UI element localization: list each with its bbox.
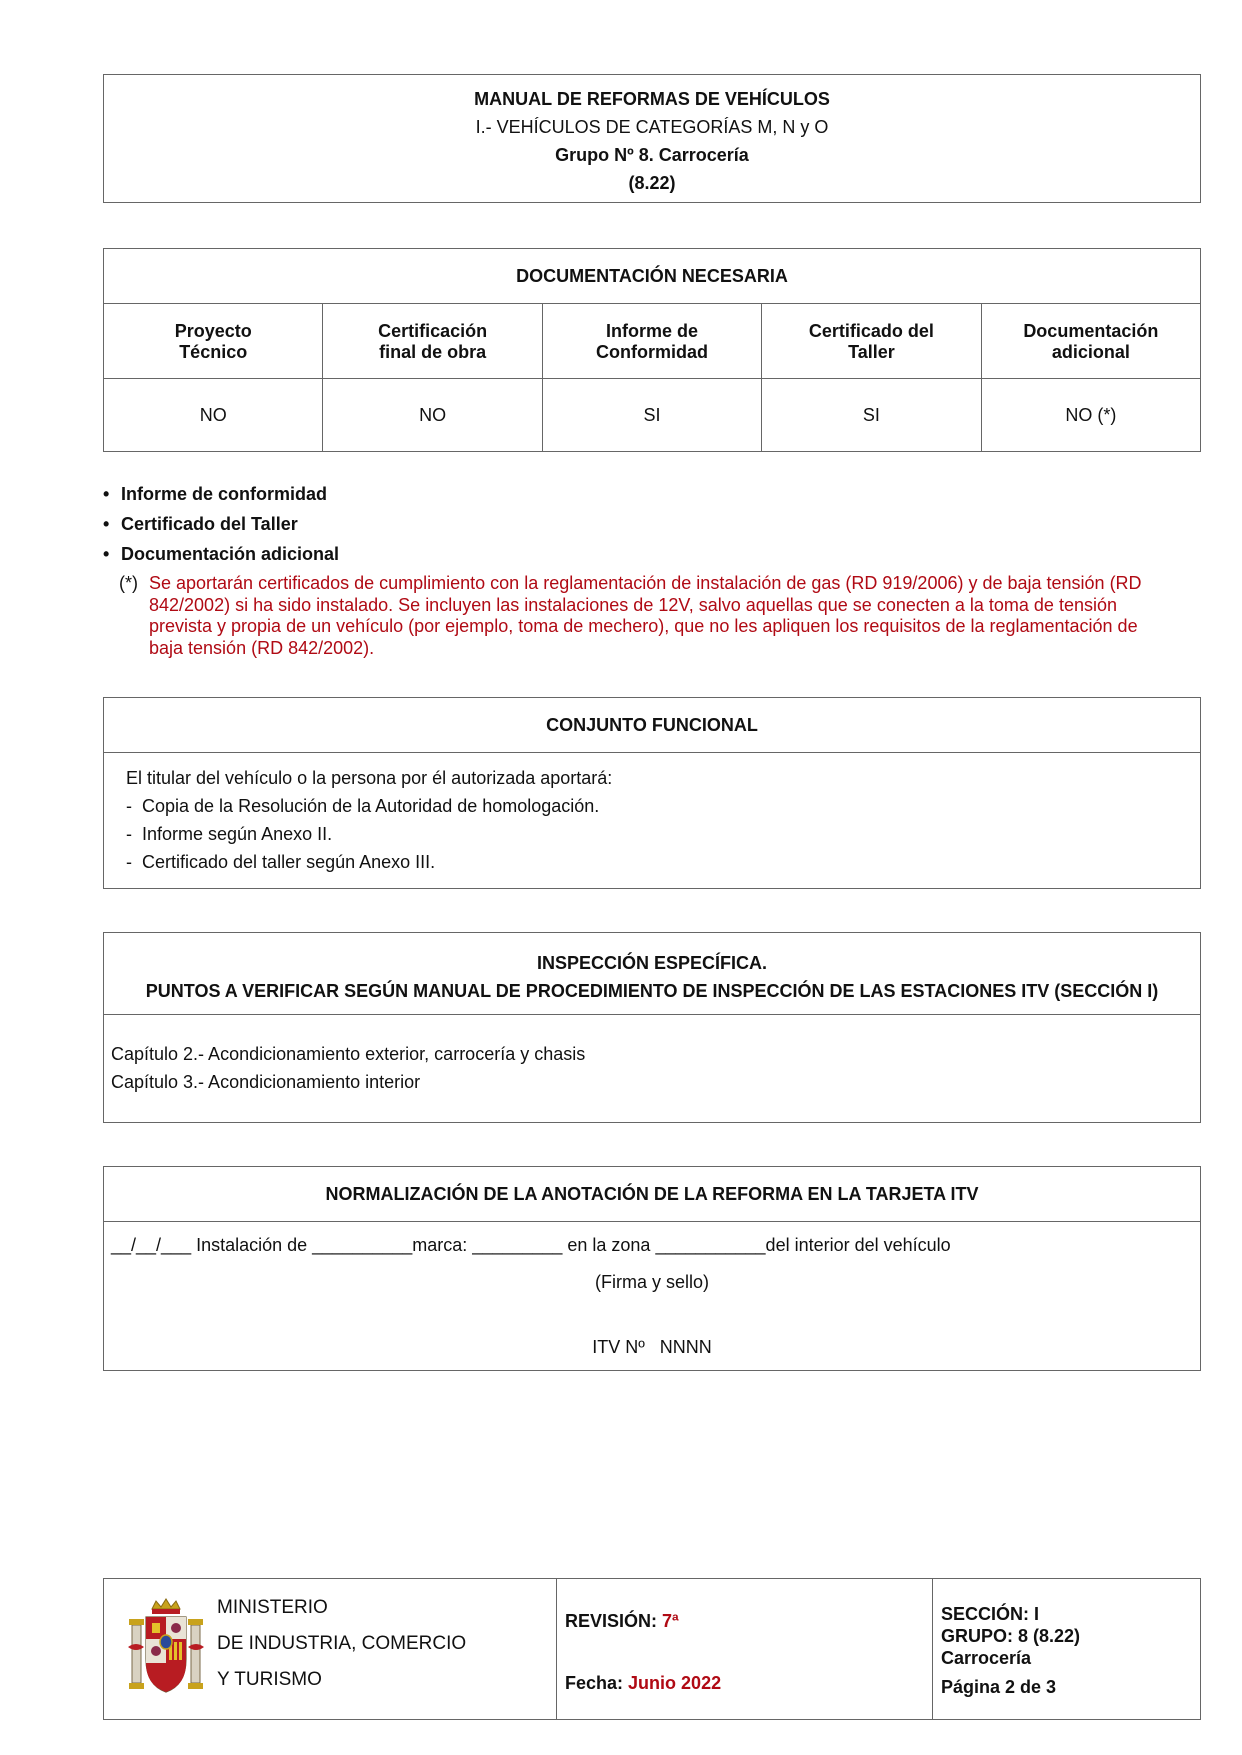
table-cell: NO (*) xyxy=(1065,405,1117,425)
column-header-line: adicional xyxy=(1051,342,1130,362)
bullet-icon: • xyxy=(103,484,110,504)
column-header xyxy=(104,304,323,378)
list-item xyxy=(103,539,1201,569)
date-label: Fecha: xyxy=(565,1673,624,1693)
signature-label: (Firma y sello) xyxy=(594,1272,709,1292)
coat-of-arms-icon xyxy=(126,1597,206,1697)
itv-number: ITV Nº NNNN xyxy=(592,1337,712,1357)
dash-icon: - xyxy=(126,796,132,816)
column-header-line: Informe de xyxy=(606,321,699,341)
documentation-header-row xyxy=(104,304,1200,379)
revision-value: 7ª xyxy=(662,1611,679,1631)
page-number: Página 2 de 3 xyxy=(941,1677,1057,1697)
section-body xyxy=(104,1015,1200,1096)
list-item-label: Copia de la Resolución de la Autoridad de homologación. xyxy=(142,796,600,816)
revision-label: REVISIÓN: xyxy=(565,1611,658,1631)
column-header xyxy=(543,304,762,378)
table-cell: NO xyxy=(323,379,542,452)
documentation-value-row xyxy=(104,379,1200,452)
date xyxy=(565,1673,721,1694)
ministry-line: Y TURISMO xyxy=(217,1669,322,1690)
dash-icon: - xyxy=(126,852,132,872)
ministry-name xyxy=(217,1590,466,1698)
document-header xyxy=(103,74,1201,203)
list-item: Capítulo 3.- Acondicionamiento interior xyxy=(111,1072,421,1092)
section-title: NORMALIZACIÓN DE LA ANOTACIÓN DE LA REFORMA EN LA TARJETA ITV xyxy=(104,1167,1200,1222)
column-header xyxy=(762,304,981,378)
bullet-icon: • xyxy=(103,514,110,534)
documentation-table xyxy=(103,248,1201,452)
manual-title: MANUAL DE REFORMAS DE VEHÍCULOS xyxy=(474,89,830,109)
table-cell: NO xyxy=(104,379,323,452)
date-value: Junio 2022 xyxy=(628,1673,722,1693)
column-header-line: Documentación xyxy=(1023,321,1159,341)
dash-icon: - xyxy=(126,824,132,844)
column-header-line: final de obra xyxy=(379,342,487,362)
footnote-mark: (*) xyxy=(119,573,138,593)
group-title: Grupo Nº 8. Carrocería xyxy=(555,145,749,165)
group-label: GRUPO: 8 (8.22) xyxy=(941,1626,1081,1646)
column-header-line: Certificado del xyxy=(808,321,934,341)
list-item xyxy=(103,479,1201,509)
section-title-line: PUNTOS A VERIFICAR SEGÚN MANUAL DE PROCEDIMIENTO DE INSPECCIÓN DE LAS ESTACIONES ITV (SECCIÓN I) xyxy=(145,981,1159,1001)
ministry-line: MINISTERIO xyxy=(217,1597,328,1618)
table-cell: SI xyxy=(762,379,981,452)
list-item-label: Informe según Anexo II. xyxy=(142,824,333,844)
category-subtitle: I.- VEHÍCULOS DE CATEGORÍAS M, N y O xyxy=(475,117,829,137)
documentation-title: DOCUMENTACIÓN NECESARIA xyxy=(104,249,1200,304)
list-item xyxy=(126,848,1200,876)
ministry-line: DE INDUSTRIA, COMERCIO xyxy=(217,1633,467,1654)
column-header-line: Conformidad xyxy=(596,342,709,362)
section-title-line: INSPECCIÓN ESPECÍFICA. xyxy=(536,953,768,973)
list-item xyxy=(126,792,1200,820)
list-item-label: Documentación adicional xyxy=(121,544,340,564)
list-item-label: Certificado del Taller xyxy=(121,514,298,534)
section-intro: El titular del vehículo o la persona por él autorizada aportará: xyxy=(126,768,613,788)
revision xyxy=(565,1611,679,1632)
list-item-label: Certificado del taller según Anexo III. xyxy=(142,852,436,872)
revision-cell xyxy=(557,1579,933,1719)
inspeccion-section xyxy=(103,932,1201,1123)
normalizacion-section xyxy=(103,1166,1201,1371)
column-header-line: Taller xyxy=(848,342,895,362)
section-title: CONJUNTO FUNCIONAL xyxy=(104,698,1200,753)
section-title xyxy=(104,933,1200,1015)
section-body xyxy=(104,753,1200,876)
group-name: Carrocería xyxy=(941,1648,1032,1668)
ministry-cell xyxy=(104,1579,557,1719)
bullet-icon: • xyxy=(103,544,110,564)
table-cell: SI xyxy=(543,379,762,452)
list-item: Capítulo 2.- Acondicionamiento exterior, carrocería y chasis xyxy=(111,1044,586,1064)
group-code: (8.22) xyxy=(628,173,676,193)
footnote xyxy=(103,573,1201,659)
column-header-line: Proyecto xyxy=(174,321,252,341)
footnote-text: Se aportarán certificados de cumplimiento con la reglamentación de instalación de gas (RD 919/2006) y de baja tensión (RD 842/2002) si ha sido instalado. Se incluyen las instalaciones de 12V, salvo aquellas que se conecten a la toma de tensión prevista y propia de un vehículo (por ejemplo, toma de mechero), que no les apliquen los requisitos de la reglamentación de baja tensión (RD 842/2002). xyxy=(149,573,1142,658)
section-info-cell xyxy=(933,1579,1200,1719)
column-header-line: Técnico xyxy=(179,342,248,362)
column-header-line: Certificación xyxy=(378,321,488,341)
conjunto-funcional-section xyxy=(103,697,1201,889)
annotation-template-line: __/__/___ Instalación de __________marca: _________ en la zona ___________del interior del vehículo xyxy=(111,1235,951,1255)
required-documents-list xyxy=(103,479,1201,659)
column-header xyxy=(982,304,1200,378)
section-label: SECCIÓN: I xyxy=(941,1604,1040,1624)
list-item-label: Informe de conformidad xyxy=(121,484,328,504)
column-header xyxy=(323,304,542,378)
section-info xyxy=(941,1603,1080,1669)
page-footer xyxy=(103,1578,1201,1720)
list-item xyxy=(103,509,1201,539)
list-item xyxy=(126,820,1200,848)
